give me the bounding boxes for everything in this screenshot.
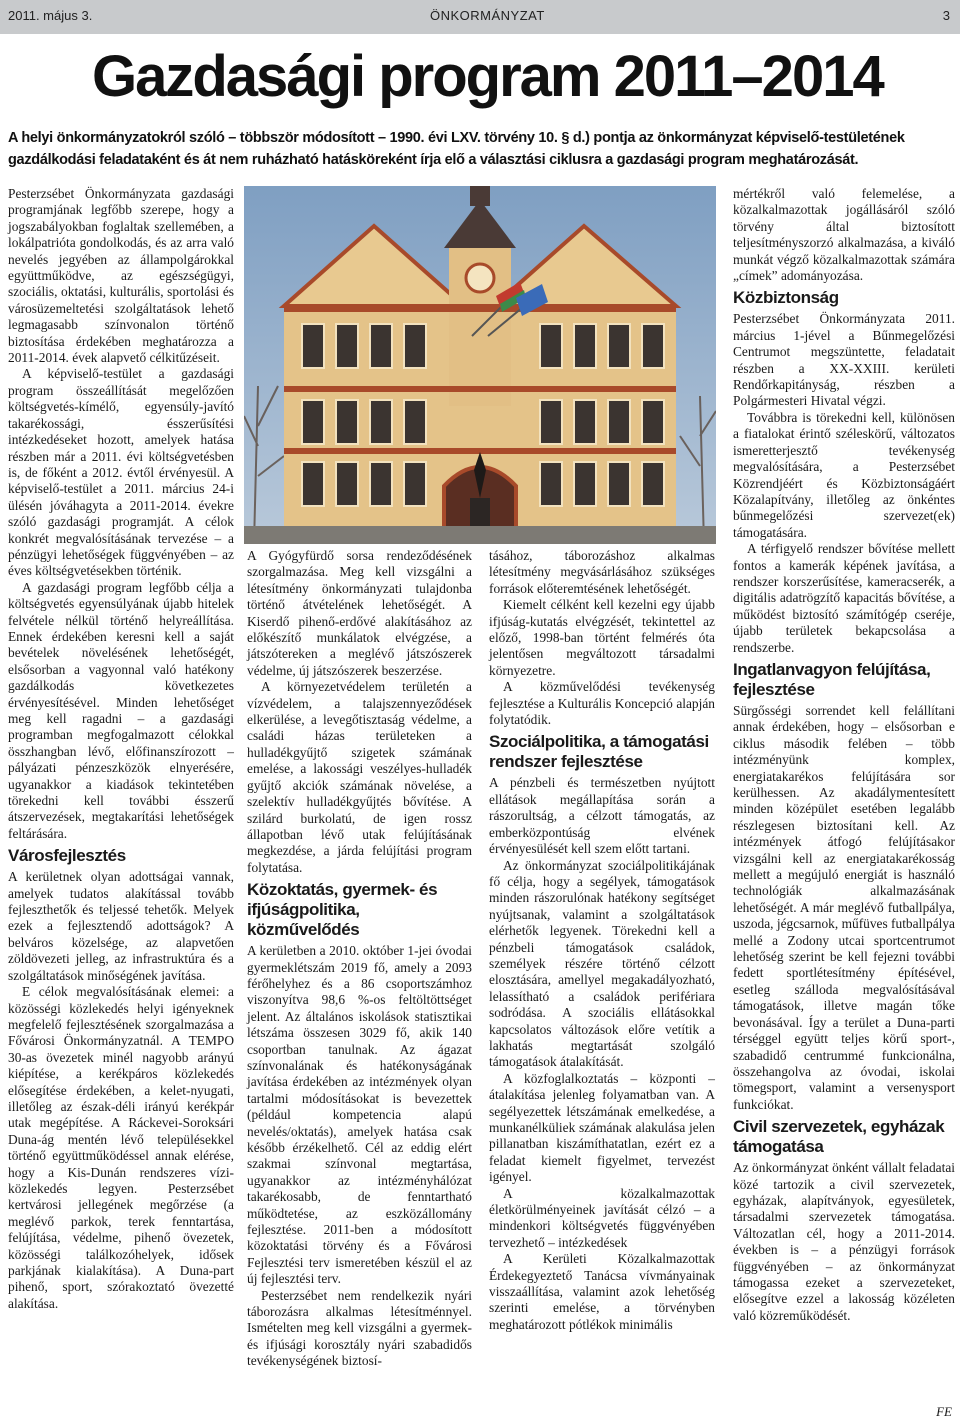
building-window [370, 324, 392, 368]
building-window [302, 400, 324, 444]
paragraph: Sürgősségi sorrendet kell felállítani annak érdekében, hogy – elsősorban e ciklus második felében – több intézményünk komplex, energiatakarékos felújítására sor kerülhessen. Az akadálymentesített minden középület esetében legalább részlegesen biztosítani kell. Az intézmények átfogó felújításakor vizsgálni kell az energiatakarékosság mellett a megújuló energiát is használó technológiák alkalmazásának lehetőségét. A már meglévő futballpálya, uszoda, jégcsarnok, műfüves futballpálya mellé a Zodony utcai sportcentrumot lehetőség szerint be kell fejezni további fedett sportlétesítmény építésével, esetleg szálloda megvalósításával támogatások, illetve magán tőke bevonásával. Így a terület a Duna-parti térséggel együtt teljes körű sport-, szabadidő centrummé funkcionálna, összehangolva az óvodai, iskolai tömegsport, valamint a versenysport funkciókat. [733, 702, 955, 1112]
subheading-kozoktatas: Közoktatás, gyermek- és ifjúságpolitika, közművelődés [247, 880, 438, 940]
building-window [574, 462, 596, 506]
paragraph: Az önkormányzat önként vállalt feladatai közé tartozik a civil szervezetek, egyházak, alapítványok, egyesületek, társadalmi szervezetek támogatása. Változatlan cél, hogy a 2011-2014. években is – a pénzügyi források függvényében – az önkormányzat támogassa ezeket a szervezeteket, elősegítve ezzel a lakosság közéleten való közreműködését. [733, 1160, 955, 1323]
paragraph: A környezetvédelem területén a vízvédelem, a talajszennyeződések elkerülése, a levegőtisztaság védelme, a családi házas területeken a hulladékgyűjtő szigetek számának emelése, a lakossági veszélyes-hulladék gyűjtő akciók számának növelése, a szelektív hulladékgyűjtés bővítése. A szilárd burkolatú, de igen rossz állapotban lévő utak felújításának megkezdése, a járda felújítási program folytatása. [247, 679, 472, 875]
paragraph: mértékről való felemelése, a közalkalmazottak jogállásáról szóló törvény által biztosított teljesítményszorzó alkalmazása, a kiváló munkát végző közalkalmazottak számára „címek” adományozása. [733, 186, 955, 284]
town-hall-photo [244, 186, 716, 544]
paragraph: Továbbra is törekedni kell, különösen a fiatalokat érintő széleskörű, változatos ismeretterjesztő tevékenység megvalósítására, a Pesterzsébet Közrendjéért és Közbiztonságáért Közalapítvány, illetőleg az önkéntes bűnmegelőzési szervezet(ek) támogatására. [733, 409, 955, 540]
article-title: Gazdasági program 2011–2014 [92, 44, 883, 109]
page-header [0, 0, 960, 34]
paragraph: Kiemelt célként kell kezelni egy újabb ifjúság-kutatás elvégzését, tekintettel az előző, 1998-ban történt felmérés óta jelentősen megváltozott társadalmi környezetre. [489, 597, 715, 678]
window-layer [244, 186, 716, 544]
author-signature: FE [936, 1404, 952, 1419]
subheading-varosfejlesztes: Városfejlesztés [8, 846, 126, 866]
pavement [244, 526, 716, 544]
page-number: 3 [942, 8, 950, 23]
subheading-civil-szervezetek: Civil szervezetek, egyházak támogatása [733, 1117, 945, 1157]
paragraph: A közalkalmazottak életkörülményeinek javítását célzó – a mindenkori költségvetés függvényében tervezhető – intézkedések [489, 1185, 715, 1250]
building-window [370, 462, 392, 506]
building-window [302, 324, 324, 368]
paragraph: A Kerületi Közalkalmazottak Érdekegyeztető Tanácsa vívmányainak visszaállítása, valamint azok lehetőség szerinti emelése, a törvényben meghatározott pótlékok minimális [489, 1251, 715, 1332]
paragraph: Pesterzsébet Önkormányzata gazdasági programjának legfőbb szerepe, hogy a jogszabályokban foglaltak szellemében, a lokálpatrióta gondolkodás, és az arra való nevelés jegyében az állampolgárokkal együttműködve, az egészségügyi, szociális, oktatási, kulturális, sportolási és városüzemeltetési szolgáltatások lehető legmagasabb színvonalon történő biztosítása érdekében meghatározza a 2011-2014. évek alapvető célkitűzéseit. [8, 186, 234, 366]
column-4 [733, 186, 955, 1324]
paragraph: tásához, táborozáshoz alkalmas létesítmény megvásárlásához szükséges források előteremtésének lehetőségét. [489, 548, 715, 596]
paragraph: Az önkormányzat szociálpolitikájának fő célja, hogy a segélyek, támogatások minden rászorulónak hatékony segítséget nyújtsanak, valamint a szolgáltatások elérhetők legyenek. Törekedni kell a pénzbeli támogatások családok, személyek részére történő célzott elosztására, amellyel megakadályozható, lelassítható a családok perifériara sodródása. A szociális ellátásokkal kapcsolatos változások előre vetítik a lakhatás megtartását szolgáló támogatások átalakítását. [489, 857, 715, 1070]
building-window [540, 400, 562, 444]
building-window [302, 462, 324, 506]
paragraph: A pénzbeli és természetben nyújtott ellátások megállapítása során a rászorultság, a célzott támogatás, az emberközpontúság elvének érvényesülését kell szem előtt tartani. [489, 775, 715, 857]
paragraph: A Gyógyfürdő sorsa rendeződésének szorgalmazása. Meg kell vizsgálni a létesítmény önkormányzati tulajdonba történő átvételének lehetőségét. A Kiserdő pihenő-erdővé alakításához az előkészítő munkálatok elvégzése, a játszótereken a meglévő játszószerek védelme, új játszószerek beszerzése. [247, 548, 472, 678]
column-3 [489, 548, 715, 1333]
building-window [608, 400, 630, 444]
article-lead: A helyi önkormányzatokról szóló – többször módosított – 1990. évi LXV. törvény 10. § d.) pontja az önkormányzat képviselő-testületének gazdálkodási feladataként és át nem ruházható hatásköreként írja elő a választási ciklusra a gazdasági program meghatározását. [8, 130, 905, 168]
building-window [370, 400, 392, 444]
subheading-kozbiztonsag: Közbiztonság [733, 288, 839, 308]
paragraph: A gazdasági program legfőbb célja a költségvetés egyensúlyának újabb hitelek felvétele nélkül történő helyreállítása. Ennek érdekében keresni kell a saját bevételek növelésének lehetőségét, elsősorban a vagyonnal való hatékony gazdálkodás következetes érvényesítésével. Minden lehetőséget meg kell ragadni – a gazdasági programban megfogalmazott célokkal összhangban lévő, előfinanszírozott – pályázati pénzeszközök elnyerésére, ugyanakkor a kiadások tekintetében törekedni kell további ésszerű átszervezések, megtakarítási lehetőségek feltárására. [8, 579, 234, 841]
paragraph: A képviselő-testület a gazdasági program összeállítását megelőzően költségvetés-kímélő, egyensúly-javító takarékossági, ésszerűsítési intézkedéseket hozott, amelyek hatása részben már a 2011. évi költségvetésben is, de főként a 2012. évtől érvényesül. A képviselő-testület a 2011. március 24-i ülésén jóváhagyta a 2011-2014. évekre szóló gazdasági programját. A célok konkrét megvalósításának tervezése – a pénzügyi lehetőségek függvényében – az éves költségvetésekben történik. [8, 366, 234, 579]
building-window [608, 462, 630, 506]
building-window [336, 462, 358, 506]
paragraph: A kerületnek olyan adottságai vannak, amelyek tudatos alakítással tovább fejleszthetők és teljessé tehetők. Melyek ezek a fejlesztendő adottságok? A belváros közelsége, az alapvetően zöldövezeti jelleg, az infrastruktúra és a szolgáltatások minőségének javítása. [8, 869, 234, 983]
column-2 [247, 548, 472, 1370]
paragraph: A közfoglalkoztatás – központi – átalakítása jelenleg folyamatban van. A segélyezettek létszámának emelkedése, a munkanélküliek számának alakulása jelen pillanatban kiszámíthatatlan, ezért ez a feladat kiemelt figyelmet, tervezést igényel. [489, 1070, 715, 1185]
building-window [642, 400, 664, 444]
building-window [404, 462, 426, 506]
paragraph: A kerületben a 2010. október 1-jei óvodai gyermeklétszám 2019 fő, amely a 2093 férőhelyhez és a 86 csoportszámhoz viszonyítva 98,6 %-os feltöltöttséget jelent. Az általános iskolások statisztikai létszáma összesen 3029 fő, akik 140 csoportban tanulnak. Az ágazat színvonalának és hatékonyságának javítása érdekében az intézmények olyan tartalmi módosításokat is bevezettek (például kompetencia alapú nevelés/oktatás), amelyek hatása csak később érzékelhető. Cél az eddig elért szakmai színvonal megtartása, ugyanakkor az intézményhálózat takarékosabb, de fenntartható működtetése, az eszközállomány fejlesztése. 2011-ben a módosított közoktatási törvény és a Fővárosi Fejlesztési terv ismeretében készül el az új fejlesztési terv. [247, 943, 472, 1287]
column-1 [8, 186, 234, 1312]
building-window [574, 324, 596, 368]
section-name: ÖNKORMÁNYZAT [430, 8, 545, 23]
building-window [336, 324, 358, 368]
paragraph: E célok megvalósításának elemei: a közösségi közlekedés helyi igényeknek megfelelő fejlesztésének szorgalmazása a Fővárosi Önkormányzatnál. A TEMPO 30-as övezetek minél nagyobb arányú kiépítése, a kerékpáros közlekedés elősegítése érdekében, a kelet-nyugati, illetőleg az észak-déli irányú kerékpár utak megépítése. A Ráckevei-Soroksári Duna-ág mentén lévő településekkel történő együttműködéssel annak elérése, hogy a Kis-Dunán rendszeres vízi-közlekedés legyen. Pesterzsébet kertvárosi jellegének megőrzése (a meglévő parkok, terek fenntartása, felújítása, védelme, pihenő övezetek, közösségi találkozóhelyek, idősek parkjának kialakítása). A Duna-part pihenő, sport, szórakoztató övezetté alakítása. [8, 984, 234, 1311]
building-window [642, 324, 664, 368]
building-window [336, 400, 358, 444]
building-window [574, 400, 596, 444]
issue-date: 2011. május 3. [8, 8, 93, 23]
subheading-szocialpolitika: Szociálpolitika, a támogatási rendszer fejlesztése [489, 732, 709, 772]
building-window [608, 324, 630, 368]
building-window [540, 324, 562, 368]
paragraph: A közművelődési tevékenység fejlesztése a Kulturális Koncepció alapján folytatódik. [489, 679, 715, 728]
building-window [404, 324, 426, 368]
paragraph: A térfigyelő rendszer bővítése mellett fontos a kamerák képének javítása, a rendszer korszerűsítése, kameracserék, a digitális adatrögzítő kapacitás bővítése, a működést biztosító számítógép cseréje, újabb területek bekapcsolása a rendszerbe. [733, 541, 955, 655]
building-window [404, 400, 426, 444]
paragraph: Pesterzsébet Önkormányzata 2011. március 1-jével a Bűnmegelőzési Centrumot megszüntette, feladatait részben a XX-XXIII. kerületi Rendőrkapitányság, részben a Polgármesteri Hivatal végzi. [733, 311, 955, 409]
building-window [642, 462, 664, 506]
subheading-ingatlanvagyon: Ingatlanvagyon felújítása, fejlesztése [733, 659, 931, 699]
building-window [540, 462, 562, 506]
paragraph: Pesterzsébet nem rendelkezik nyári táborozásra alkalmas létesítménnyel. Ismételten meg kell vizsgálni a gyermek- és ifjúsági korosztály nyári szabadidős tevékenységének biztosí- [247, 1287, 472, 1369]
